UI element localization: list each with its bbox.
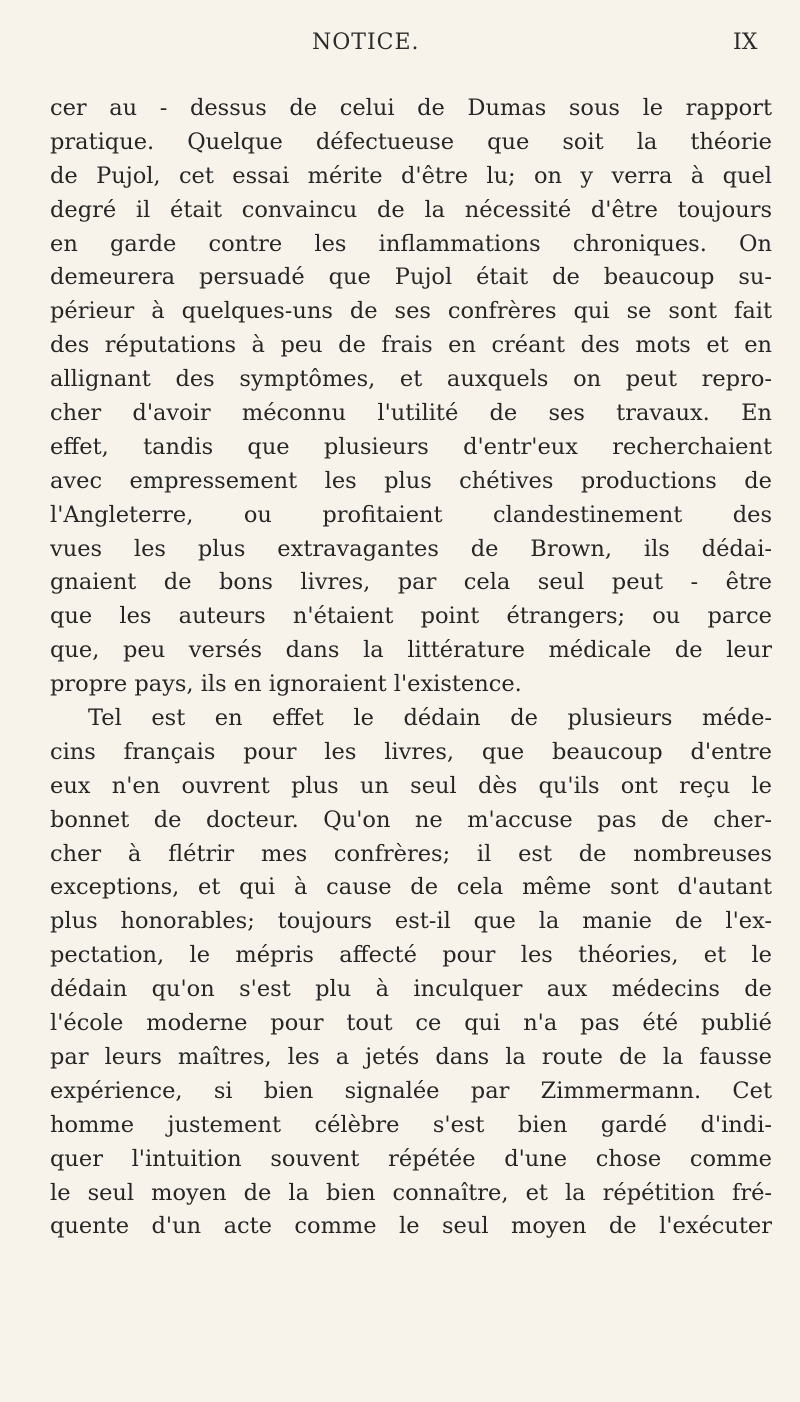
text-line: de Pujol, cet essai mérite d'être lu; on y verra à quel bbox=[50, 162, 772, 189]
page-number: IX bbox=[733, 30, 758, 55]
text-line: vues les plus extravagantes de Brown, ils dédai- bbox=[50, 535, 772, 562]
text-line: quente d'un acte comme le seul moyen de l'exécuter bbox=[50, 1213, 772, 1240]
text-line: allignant des symptômes, et auxquels on peut repro- bbox=[50, 366, 772, 393]
text-line: pectation, le mépris affecté pour les théories, et le bbox=[50, 942, 772, 969]
text-line: pratique. Quelque défectueuse que soit la théorie bbox=[50, 128, 772, 155]
text-line: périeur à quelques-uns de ses confrères qui se sont fait bbox=[50, 298, 772, 325]
text-line: le seul moyen de la bien connaître, et la répétition fré- bbox=[50, 1179, 772, 1206]
text-line: bonnet de docteur. Qu'on ne m'accuse pas de cher- bbox=[50, 806, 772, 833]
text-line: homme justement célèbre s'est bien gardé d'indi- bbox=[50, 1111, 772, 1138]
text-line: quer l'intuition souvent répétée d'une chose comme bbox=[50, 1145, 772, 1172]
text-line: cher à flétrir mes confrères; il est de nombreuses bbox=[50, 840, 772, 867]
text-line: gnaient de bons livres, par cela seul peut - être bbox=[50, 569, 772, 596]
text-line: demeurera persuadé que Pujol était de beaucoup su- bbox=[50, 264, 772, 291]
text-line: cer au - dessus de celui de Dumas sous le rapport bbox=[50, 95, 772, 121]
text-line: effet, tandis que plusieurs d'entr'eux recherchaient bbox=[50, 433, 772, 460]
text-line: l'Angleterre, ou profitaient clandestinement des bbox=[50, 501, 772, 528]
page-header bbox=[0, 22, 800, 62]
text-line: eux n'en ouvrent plus un seul dès qu'ils ont reçu le bbox=[50, 772, 772, 799]
text-line: propre pays, ils en ignoraient l'existence. bbox=[50, 671, 522, 698]
text-line: exceptions, et qui à cause de cela même sont d'autant bbox=[50, 874, 772, 901]
text-line: plus honorables; toujours est-il que la manie de l'ex- bbox=[50, 908, 772, 935]
text-line: avec empressement les plus chétives productions de bbox=[50, 467, 772, 494]
text-line: des réputations à peu de frais en créant des mots et en bbox=[50, 332, 772, 359]
text-line: Tel est en effet le dédain de plusieurs méde- bbox=[88, 705, 772, 732]
text-line: que, peu versés dans la littérature médicale de leur bbox=[50, 637, 772, 664]
text-line: dédain qu'on s'est plu à inculquer aux médecins de bbox=[50, 976, 772, 1003]
text-line: en garde contre les inflammations chroniques. On bbox=[50, 230, 772, 257]
running-title: NOTICE. bbox=[312, 30, 420, 55]
text-line: expérience, si bien signalée par Zimmermann. Cet bbox=[50, 1077, 772, 1104]
text-line: l'école moderne pour tout ce qui n'a pas été publié bbox=[50, 1010, 772, 1037]
text-line: par leurs maîtres, les a jetés dans la route de la fausse bbox=[50, 1043, 772, 1070]
text-line: degré il était convaincu de la nécessité d'être toujours bbox=[50, 196, 772, 223]
text-line: cher d'avoir méconnu l'utilité de ses travaux. En bbox=[50, 400, 772, 427]
body-text bbox=[50, 92, 772, 1244]
text-line: que les auteurs n'étaient point étrangers; ou parce bbox=[50, 603, 772, 630]
text-line: cins français pour les livres, que beaucoup d'entre bbox=[50, 738, 772, 765]
